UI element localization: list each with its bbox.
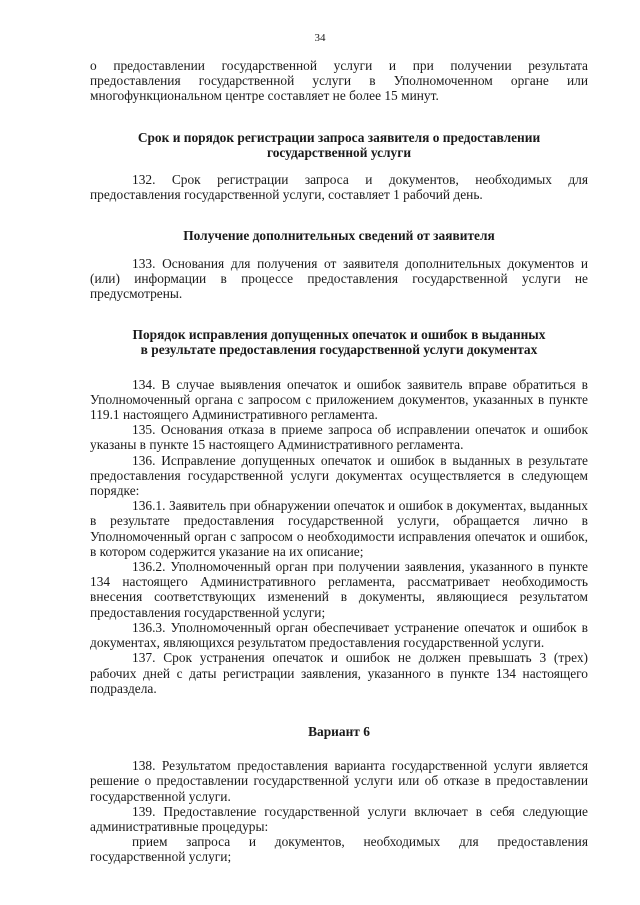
heading-line: Порядок исправления допущенных опечаток и ошибок в выданных — [132, 327, 546, 343]
paragraph-139: 139. Предоставление государственной услуги включает в себя следующие административные процедуры: — [90, 803, 588, 834]
heading-line: в результате предоставления государственной услуги документах — [140, 342, 538, 358]
paragraph-132: 132. Срок регистрации запроса и документов, необходимых для предоставления государственной услуги, составляет 1 рабочий день. — [90, 172, 588, 203]
procedure-item: прием запроса и документов, необходимых для предоставления государственной услуги; — [90, 834, 588, 865]
document-body — [90, 58, 588, 865]
page-number: 34 — [314, 32, 326, 44]
heading-line: государственной услуги — [266, 144, 412, 160]
paragraph-138: 138. Результатом предоставления варианта государственной услуги является решение о предоставлении государственной услуги или об отказе в предоставлении государственной услуги. — [90, 758, 588, 804]
paragraph-136-3: 136.3. Уполномоченный орган обеспечивает устранение опечаток и ошибок в документах, являющихся результатом предоставления государственной услуги. — [90, 619, 588, 651]
paragraph-136: 136. Исправление допущенных опечаток и ошибок в выданных в результате предоставления государственной услуги документах осуществляется в следующем порядке: — [90, 452, 588, 499]
paragraph-136-1: 136.1. Заявитель при обнаружении опечаток и ошибок в документах, выданных в результате предоставления государственной услуги, обращается лично в Уполномоченный орган с запросом о необходимости исправления опечаток и ошибок, в котором содержится указание на их описание; — [90, 498, 588, 559]
paragraph-135: 135. Основания отказа в приеме запроса об исправлении опечаток и ошибок указаны в пункте 15 настоящего Административного регламента. — [90, 422, 588, 453]
heading-line: Срок и порядок регистрации запроса заявителя о предоставлении — [137, 129, 541, 145]
paragraph-137: 137. Срок устранения опечаток и ошибок не должен превышать 3 (трех) рабочих дней с даты регистрации заявления, указанного в пункте 134 настоящего подраздела. — [90, 650, 588, 696]
paragraph-136-2: 136.2. Уполномоченный орган при получении заявления, указанного в пункте 134 настоящего Административного регламента, рассматривает необходимость внесения соответствующих изменений в документы, являющиеся результатом предоставления государственной услуги; — [90, 559, 588, 620]
paragraph-134: 134. В случае выявления опечаток и ошибок заявитель вправе обратиться в Уполномоченный органа с запросом с приложением документов, указанных в пункте 119.1 настоящего Административного регламента. — [90, 376, 588, 423]
intro-paragraph: о предоставлении государственной услуги и при получении результата предоставления государственной услуги в Уполномоченном органе или многофункциональном центре составляет не более 15 минут. — [90, 58, 588, 104]
section-heading-corrections — [90, 327, 588, 357]
paragraph-133: 133. Основания для получения от заявителя дополнительных документов и (или) информации в процессе предоставления государственной услуги не предусмотрены. — [90, 255, 588, 302]
section-heading-additional-info: Получение дополнительных сведений от заявителя — [183, 228, 495, 244]
section-heading-registration — [90, 130, 588, 160]
section-heading-variant-6: Вариант 6 — [308, 723, 370, 739]
